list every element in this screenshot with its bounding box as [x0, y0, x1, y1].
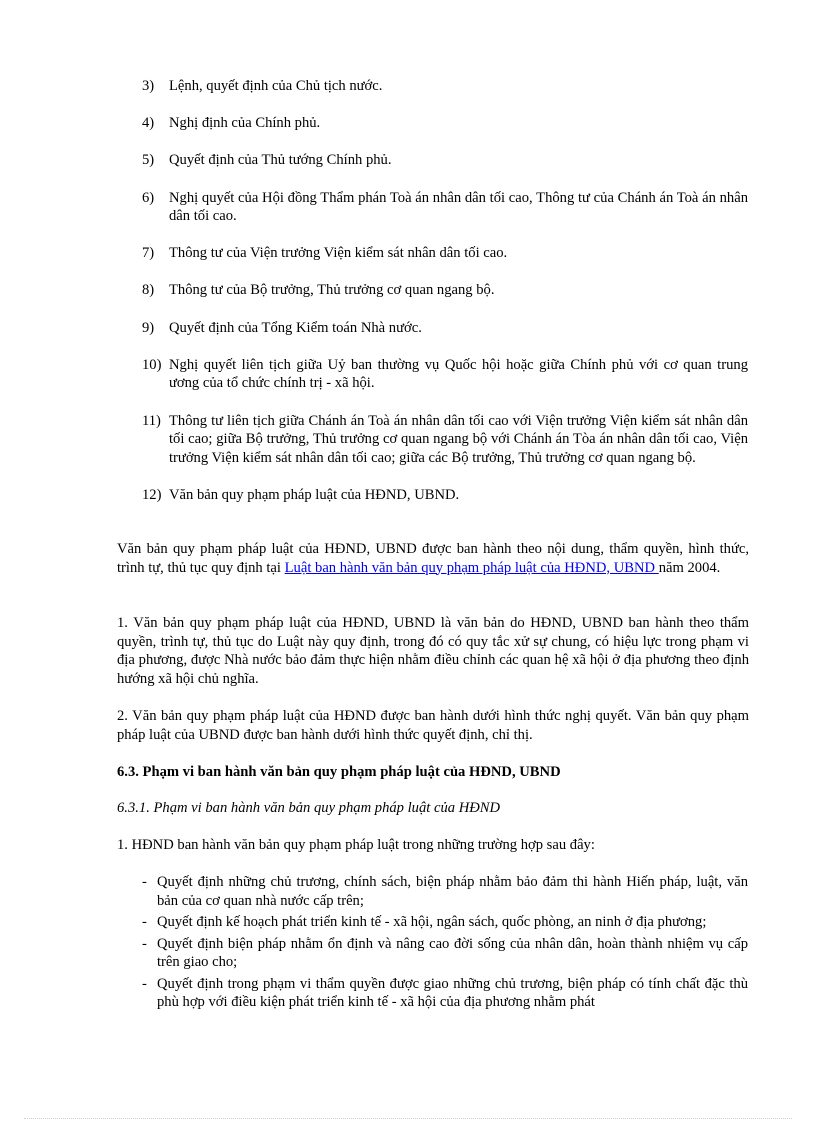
item-number: 11)	[142, 412, 161, 429]
paragraph-intro	[117, 540, 749, 577]
page-bottom-divider	[24, 1118, 792, 1119]
item-number: 7)	[142, 245, 155, 262]
item-number: 12)	[142, 486, 162, 503]
item-text: Quyết định kế hoạch phát triển kinh tế - xã hội, ngân sách, quốc phòng, an ninh ở địa phương;	[157, 914, 707, 930]
list-item	[142, 873, 748, 910]
item-number: 4)	[142, 115, 155, 132]
item-text: Quyết định của Thủ tướng Chính phủ.	[169, 152, 392, 169]
dash-list	[142, 873, 748, 1015]
list-item	[142, 486, 748, 505]
item-number: 5)	[142, 152, 155, 169]
paragraph-cases: 1. HĐND ban hành văn bản quy phạm pháp luật trong những trường hợp sau đây:	[117, 837, 595, 853]
list-item	[142, 412, 748, 468]
item-text: Nghị quyết của Hội đồng Thẩm phán Toà án nhân dân tối cao, Thông tư của Chánh án Toà án nhân dân tối cao.	[169, 189, 748, 225]
dash-bullet: -	[142, 975, 147, 992]
item-number: 10)	[142, 356, 162, 373]
list-item	[142, 281, 748, 300]
item-text: Thông tư của Bộ trưởng, Thủ trưởng cơ quan ngang bộ.	[169, 282, 495, 299]
para-text: Văn bản quy phạm pháp luật của HĐND, UBND được ban hành theo nội dung, thẩm quyền, hình thức, trình tự, thủ tục quy định tại	[117, 541, 749, 576]
item-number: 8)	[142, 282, 155, 299]
section-heading: 6.3. Phạm vi ban hành văn bản quy phạm pháp luật của HĐND, UBND	[117, 764, 561, 780]
item-text: Quyết định những chủ trương, chính sách, biện pháp nhằm bảo đảm thi hành Hiến pháp, luật, văn bản của cơ quan nhà nước cấp trên;	[157, 874, 748, 909]
list-item	[142, 114, 748, 133]
item-text: Nghị quyết liên tịch giữa Uỷ ban thường vụ Quốc hội hoặc giữa Chính phủ với cơ quan trung ương của tổ chức chính trị - xã hội.	[169, 356, 748, 392]
list-item	[142, 356, 748, 393]
item-number: 3)	[142, 78, 155, 94]
list-item	[142, 935, 748, 972]
item-text: Quyết định của Tổng Kiểm toán Nhà nước.	[169, 319, 422, 336]
item-text: Thông tư liên tịch giữa Chánh án Toà án nhân dân tối cao với Viện trưởng Viện kiểm sát nhân dân tối cao; giữa Bộ trưởng, Thủ trưởng cơ quan ngang bộ với Chánh án Tòa án nhân dân tối cao, Viện trưởng Viện kiểm sát nhân dân tối cao; giữa các Bộ trưởng, Thủ trưởng cơ quan ngang bộ.	[169, 412, 748, 466]
list-item	[142, 77, 748, 96]
item-number: 6)	[142, 189, 155, 206]
subsection-heading: 6.3.1. Phạm vi ban hành văn bản quy phạm pháp luật của HĐND	[117, 800, 501, 816]
list-item	[142, 975, 748, 1012]
list-item	[142, 244, 748, 263]
item-text: Quyết định biện pháp nhằm ổn định và nâng cao đời sống của nhân dân, hoàn thành nhiệm vụ cấp trên giao cho;	[157, 935, 748, 970]
list-item	[142, 913, 748, 932]
item-text: Quyết định trong phạm vi thẩm quyền được giao những chủ trương, biện pháp có tính chất đặc thù phù hợp với điều kiện phát triển kinh tế - xã hội của địa phương nhằm phát	[157, 975, 748, 1010]
item-text: Thông tư của Viện trưởng Viện kiểm sát nhân dân tối cao.	[169, 245, 508, 262]
list-item	[142, 151, 748, 170]
item-text: Lệnh, quyết định của Chủ tịch nước.	[169, 78, 383, 94]
list-item	[142, 319, 748, 338]
list-item	[142, 189, 748, 226]
item-number: 9)	[142, 319, 155, 336]
dash-bullet: -	[142, 914, 147, 930]
item-text: Văn bản quy phạm pháp luật của HĐND, UBND.	[169, 486, 460, 503]
law-link[interactable]: Luật ban hành văn bản quy phạm pháp luật của HĐND, UBND	[284, 559, 659, 576]
paragraph-definition: 1. Văn bản quy phạm pháp luật của HĐND, UBND là văn bản do HĐND, UBND ban hành theo thẩm quyền, trình tự, thủ tục do Luật này quy định, trong đó có quy tắc xử sự chung, có hiệu lực trong phạm vi địa phương, được Nhà nước bảo đảm thực hiện nhằm điều chỉnh các quan hệ xã hội ở địa phương theo định hướng xã hội chủ nghĩa.	[117, 615, 749, 687]
dash-bullet: -	[142, 935, 147, 952]
paragraph-forms: 2. Văn bản quy phạm pháp luật của HĐND được ban hành dưới hình thức nghị quyết. Văn bản quy phạm pháp luật của UBND được ban hành dưới hình thức quyết định, chỉ thị.	[117, 708, 749, 743]
para-text: năm 2004.	[658, 559, 721, 576]
dash-bullet: -	[142, 874, 147, 890]
numbered-list	[142, 77, 748, 523]
item-text: Nghị định của Chính phủ.	[169, 115, 321, 132]
